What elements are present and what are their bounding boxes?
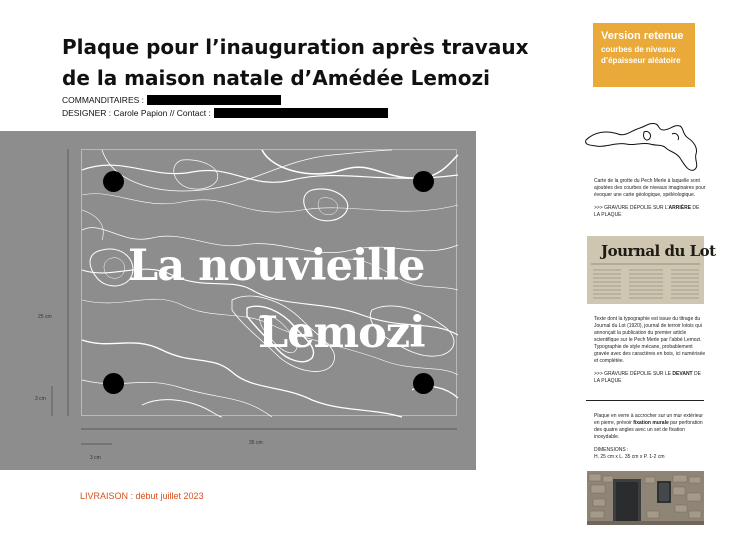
dim-margin-v-label: 3 cm xyxy=(35,396,46,402)
dim-width-label: 35 cm xyxy=(249,440,263,446)
dim-margin-h-label: 3 cm xyxy=(90,455,101,461)
plate-line-1: La nouvieille xyxy=(128,241,425,291)
designer-row xyxy=(62,108,388,118)
redacted-commanditaires xyxy=(147,95,281,105)
plate-line-2: Lemozi xyxy=(258,308,425,358)
typography-note: >>> GRAVURE DÉPOLIE SUR LE DEVANT DE LA PLAQUE xyxy=(594,371,701,384)
fixing-hole-bottom-left xyxy=(103,373,124,394)
title-line-2: de la maison natale d’Amédée Lemozi xyxy=(62,66,490,90)
commanditaires-row xyxy=(62,95,281,105)
version-badge xyxy=(593,23,695,87)
newspaper-image xyxy=(587,236,716,304)
cave-map-outline xyxy=(584,118,706,174)
page-title xyxy=(62,32,542,94)
cave-map-text: Carte de la grotte du Pech Merle à laquelle sont ajoutées des courbes de niveaux imaginaires pour évoquer une carte géologique, spéléologique. xyxy=(594,178,706,198)
cave-map-description xyxy=(594,178,706,219)
house-facade-illustration xyxy=(587,471,704,525)
designer-label: DESIGNER : Carole Papion // Contact : xyxy=(62,108,211,118)
fixing-description xyxy=(594,413,706,461)
newspaper-masthead: Journal du Lot xyxy=(601,242,716,260)
newspaper-columns xyxy=(587,262,704,304)
section-divider xyxy=(586,400,704,401)
typography-text: Texte dont la typographie est issue du titrage du Journal du Lot (1920), journal de terroir lotois qui annonçait la publication du premier article scientifique sur le Pech Merle par l’abbé Lemozi. Typographie de style mécane, probablement gravée avec des caractères en bois, ici numérisée et complétée. xyxy=(594,316,706,364)
fixing-hole-bottom-right xyxy=(413,373,434,394)
dim-height-label: 25 cm xyxy=(38,314,52,320)
badge-title: Version retenue xyxy=(601,30,684,42)
dimensions-value: H. 25 cm x L. 35 cm x P. 1-2 cm xyxy=(594,454,665,460)
delivery-date: LIVRAISON : début juillet 2023 xyxy=(80,491,204,501)
redacted-contact xyxy=(214,108,388,118)
typography-description xyxy=(594,316,706,385)
fixing-hole-top-right xyxy=(413,171,434,192)
title-line-1: Plaque pour l’inauguration après travaux xyxy=(62,35,529,59)
dimensions-label: DIMENSIONS : xyxy=(594,447,629,453)
cave-map-note: >>> GRAVURE DÉPOLIE SUR L’ARRIÈRE DE LA PLAQUE xyxy=(594,205,700,218)
fixing-text: Plaque en verre à accrocher sur un mur extérieur en pierre, prévoir fixation murale par perforation des quatre angles avec un set de fixation inoxydable. xyxy=(594,413,703,440)
fixing-hole-top-left xyxy=(103,171,124,192)
house-photo xyxy=(587,471,704,525)
commanditaires-label: COMMANDITAIRES : xyxy=(62,95,145,105)
glass-plate xyxy=(81,149,457,416)
badge-subtitle: courbes de niveaux d’épaisseur aléatoire xyxy=(601,45,681,65)
